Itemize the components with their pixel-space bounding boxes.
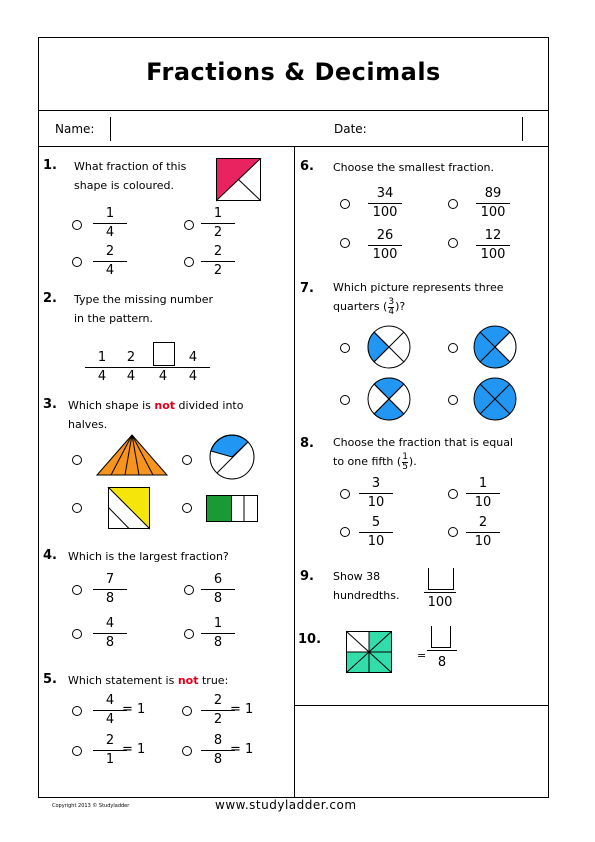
question-number: 10. [298, 632, 322, 647]
question-text [333, 567, 399, 605]
q3-option-c-radio[interactable] [72, 503, 82, 513]
question-text-pre: to one fifth ( [333, 455, 402, 468]
question-number: 2. [43, 291, 57, 306]
q1-option-c-radio[interactable] [72, 257, 82, 267]
fraction-bar [424, 592, 456, 593]
pink-square-shape [216, 158, 261, 201]
title-divider [38, 110, 549, 111]
name-label: Name: [55, 122, 95, 136]
question-number: 1. [43, 158, 57, 173]
pattern-fraction: $\frac{2}{4}$ [114, 350, 148, 385]
q8-option-b-radio[interactable] [448, 489, 458, 499]
question-line: hundredths. [333, 589, 400, 602]
q3-option-a-radio[interactable] [72, 455, 82, 465]
question-line: Choose the fraction that is equal [333, 436, 514, 449]
date-field[interactable] [373, 117, 523, 141]
question-text [74, 290, 213, 328]
q4-option-a-radio[interactable] [72, 585, 82, 595]
pattern-missing-fraction: 4 [146, 350, 180, 385]
q5-option-c-fraction: $\frac{2}{1}$ [93, 733, 127, 768]
q10-denominator: 8 [437, 655, 447, 670]
q1-option-b-radio[interactable] [184, 220, 194, 230]
q1-option-b-fraction: $\frac{1}{2}$ [201, 206, 235, 241]
blue-circle-shape [209, 434, 255, 480]
question-line: Which picture represents three [333, 281, 504, 294]
q5-option-b-radio[interactable] [182, 706, 192, 716]
q4-option-b-fraction: $\frac{6}{8}$ [201, 572, 235, 607]
q7-option-b-radio[interactable] [448, 343, 458, 353]
question-text: Choose the smallest fraction. [333, 161, 495, 174]
q5-option-d-rhs: = 1 [230, 742, 254, 757]
q8-option-b-fraction: $\frac{1}{10}$ [466, 476, 500, 511]
q8-option-c-fraction: $\frac{5}{10}$ [359, 515, 393, 550]
q10-numerator-input[interactable] [431, 626, 451, 648]
question-line: in the pattern. [74, 312, 153, 325]
page-title: Fractions & Decimals [146, 58, 441, 86]
question-line: Show 38 [333, 570, 381, 583]
q6-option-a-fraction: $\frac{34}{100}$ [368, 186, 402, 221]
question-text [68, 396, 243, 434]
not-emphasis: not [177, 674, 199, 687]
name-field[interactable] [110, 117, 325, 141]
circle-quarters-a-shape [367, 325, 411, 369]
question-number: 6. [300, 159, 314, 174]
date-label: Date: [334, 122, 367, 136]
missing-number-input[interactable] [153, 342, 175, 366]
question-number: 9. [300, 569, 314, 584]
q1-option-a-fraction: $\frac{1}{4}$ [93, 206, 127, 241]
q4-option-d-fraction: $\frac{1}{8}$ [201, 616, 235, 651]
question-text [333, 278, 504, 317]
fraction-bar [427, 650, 457, 651]
question-line: What fraction of this [74, 160, 187, 173]
right-bottom-divider [294, 705, 549, 706]
column-divider [294, 146, 295, 798]
q5-option-c-rhs: = 1 [122, 742, 146, 757]
pattern-fraction: $\frac{1}{4}$ [85, 350, 119, 385]
question-number: 8. [300, 436, 314, 451]
question-text-pre: quarters ( [333, 300, 388, 313]
q8-option-c-radio[interactable] [340, 527, 350, 537]
question-text [68, 671, 228, 690]
q6-option-b-fraction: $\frac{89}{100}$ [476, 186, 510, 221]
q5-option-d-radio[interactable] [182, 746, 192, 756]
q9-numerator-input[interactable] [428, 568, 454, 590]
q1-option-c-fraction: $\frac{2}{4}$ [93, 244, 127, 279]
q6-option-c-fraction: $\frac{26}{100}$ [368, 228, 402, 263]
not-emphasis: not [154, 399, 176, 412]
q1-option-d-fraction: $\frac{2}{2}$ [201, 244, 235, 279]
q7-option-a-radio[interactable] [340, 343, 350, 353]
question-number: 5. [43, 672, 57, 687]
circle-quarters-d-shape [473, 377, 517, 421]
q1-option-d-radio[interactable] [184, 257, 194, 267]
question-number: 4. [43, 548, 57, 563]
q7-option-c-radio[interactable] [340, 395, 350, 405]
one-fifth-fraction: $\frac{1}{5}$ [402, 451, 408, 472]
q6-option-b-radio[interactable] [448, 199, 458, 209]
question-text-pre: Which statement is [68, 674, 178, 687]
circle-quarters-b-shape [473, 325, 517, 369]
q1-option-a-radio[interactable] [72, 220, 82, 230]
q5-option-a-rhs: = 1 [122, 702, 146, 717]
question-number: 7. [300, 281, 314, 296]
q8-option-d-radio[interactable] [448, 527, 458, 537]
green-octagon-grid-shape [346, 631, 392, 673]
question-text: Which is the largest fraction? [68, 550, 229, 563]
green-rectangle-shape [206, 495, 258, 522]
q8-option-d-fraction: $\frac{2}{10}$ [466, 515, 500, 550]
q3-option-d-radio[interactable] [182, 503, 192, 513]
question-text [74, 157, 186, 195]
copyright-text: Copyright 2013 © Studyladder [52, 803, 130, 809]
q5-option-c-radio[interactable] [72, 746, 82, 756]
q5-option-d-fraction: $\frac{8}{8}$ [201, 733, 235, 768]
yellow-square-shape [108, 487, 150, 529]
q6-option-d-fraction: $\frac{12}{100}$ [476, 228, 510, 263]
q4-option-d-radio[interactable] [184, 629, 194, 639]
q4-option-b-radio[interactable] [184, 585, 194, 595]
q4-option-c-fraction: $\frac{4}{8}$ [93, 616, 127, 651]
three-quarters-fraction: $\frac{3}{4}$ [388, 296, 395, 317]
q6-option-d-radio[interactable] [448, 238, 458, 248]
question-text-post: )? [395, 300, 406, 313]
q5-option-a-radio[interactable] [72, 706, 82, 716]
q7-option-d-radio[interactable] [448, 395, 458, 405]
q5-option-a-fraction: $\frac{4}{4}$ [93, 693, 127, 728]
question-line: Type the missing number [74, 293, 213, 306]
q9-denominator: 100 [427, 595, 453, 610]
question-text-post: divided into [175, 399, 244, 412]
circle-quarters-c-shape [367, 377, 411, 421]
q8-option-a-fraction: $\frac{3}{10}$ [359, 476, 393, 511]
q4-option-c-radio[interactable] [72, 629, 82, 639]
question-line: shape is coloured. [74, 179, 175, 192]
question-text-post: true: [198, 674, 229, 687]
q5-option-b-fraction: $\frac{2}{2}$ [201, 693, 235, 728]
question-line: halves. [68, 418, 108, 431]
q6-option-c-radio[interactable] [340, 238, 350, 248]
q3-option-b-radio[interactable] [182, 455, 192, 465]
q5-option-b-rhs: = 1 [230, 702, 254, 717]
question-text [333, 433, 513, 472]
q8-option-a-radio[interactable] [340, 489, 350, 499]
q6-option-a-radio[interactable] [340, 199, 350, 209]
q4-option-a-fraction: $\frac{7}{8}$ [93, 572, 127, 607]
orange-triangle-shape [96, 434, 168, 476]
site-url: www.studyladder.com [215, 798, 357, 812]
question-text-post: ). [408, 455, 417, 468]
pattern-fraction: $\frac{4}{4}$ [176, 350, 210, 385]
equals-sign: = [417, 649, 427, 662]
question-number: 3. [43, 397, 57, 412]
question-text-pre: Which shape is [68, 399, 155, 412]
